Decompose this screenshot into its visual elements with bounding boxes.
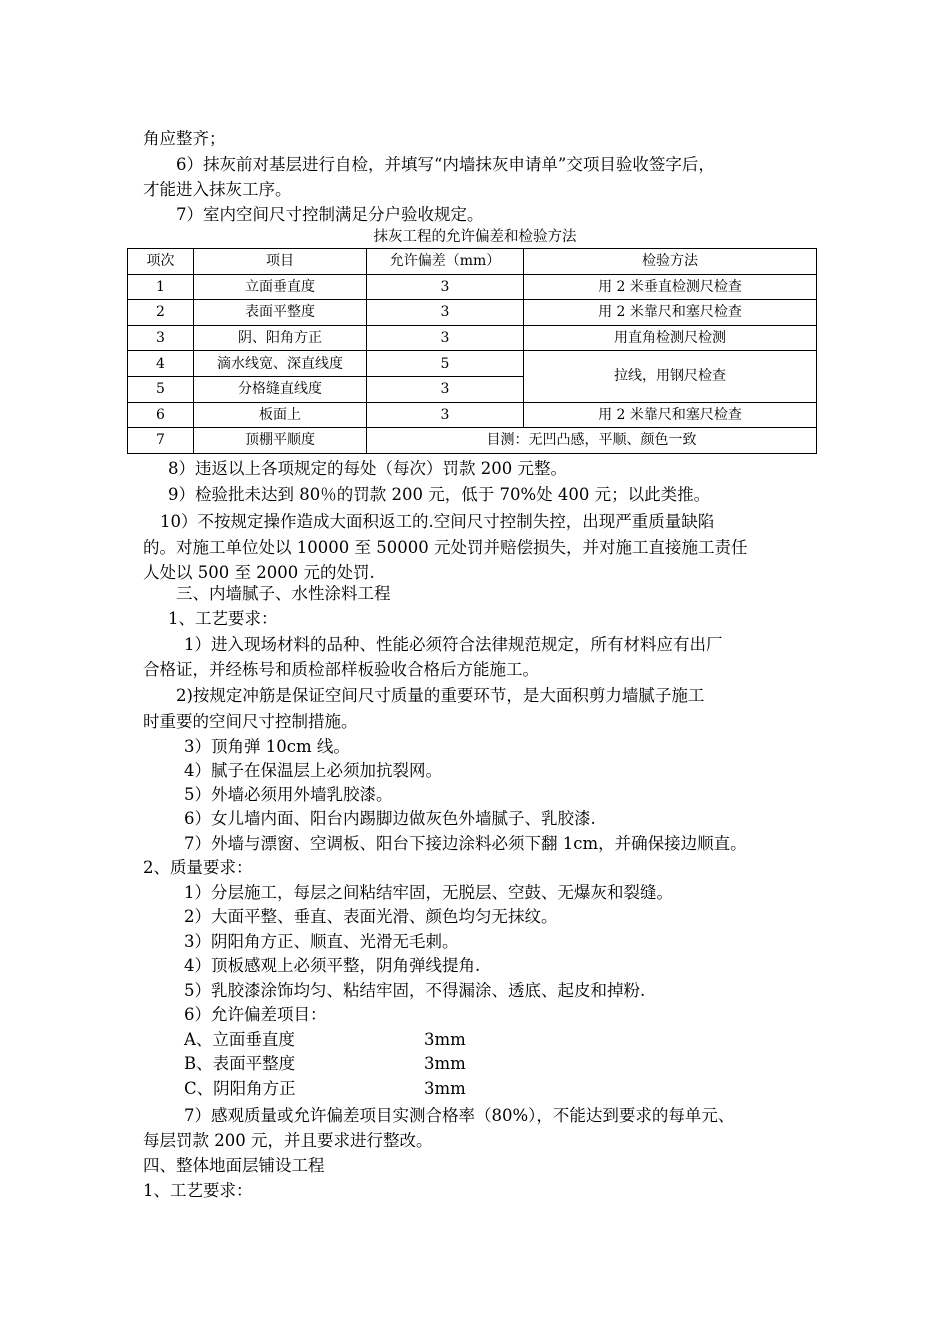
row-tolerance: 3 <box>367 300 524 326</box>
paragraph-line: 8）违返以上各项规定的每处（每次）罚款 200 元整。 <box>168 459 567 478</box>
row-no: 7 <box>128 428 194 454</box>
paragraph-line: 1）进入现场材料的品种、性能必须符合法律规范规定，所有材料应有出厂 <box>184 635 723 654</box>
row-no: 1 <box>128 274 194 300</box>
paragraph-line: 每层罚款 200 元，并且要求进行整改。 <box>143 1131 433 1150</box>
row-method: 用 2 米垂直检测尺检查 <box>524 274 817 300</box>
table-header-row <box>128 249 817 275</box>
header-cell: 允许偏差（mm） <box>367 249 524 275</box>
paragraph-line: 10）不按规定操作造成大面积返工的.空间尺寸控制失控，出现严重质量缺陷 <box>160 512 715 531</box>
paragraph-line: 3）顶角弹 10cm 线。 <box>184 737 350 756</box>
row-tolerance: 3 <box>367 325 524 351</box>
table-row <box>128 428 817 454</box>
paragraph-line: 才能进入抹灰工序。 <box>143 180 292 199</box>
paragraph-line: 时重要的空间尺寸控制措施。 <box>143 712 358 731</box>
row-method: 用 2 米靠尺和塞尺检查 <box>524 402 817 428</box>
table-row <box>128 325 817 351</box>
subsection-heading: 1、工艺要求： <box>143 1181 253 1200</box>
paragraph-line: 7）外墙与漂窗、空调板、阳台下接边涂料必须下翻 1cm，并确保接边顺直。 <box>184 834 747 853</box>
row-item: 分格缝直线度 <box>194 376 367 402</box>
paragraph-line: 1）分层施工，每层之间粘结牢固，无脱层、空鼓、无爆灰和裂缝。 <box>184 883 673 902</box>
paragraph-line: 4）腻子在保温层上必须加抗裂网。 <box>184 761 442 780</box>
paragraph-line: 7）室内空间尺寸控制满足分户验收规定。 <box>176 205 484 224</box>
paragraph-line: 9）检验批未达到 80％的罚款 200 元，低于 70%处 400 元；以此类推。 <box>168 485 711 504</box>
tolerance-value: 3mm <box>424 1054 466 1073</box>
paragraph-line: 5）外墙必须用外墙乳胶漆。 <box>184 785 393 804</box>
row-no: 4 <box>128 351 194 377</box>
table-row <box>128 351 817 377</box>
paragraph-line: 人处以 500 至 2000 元的处罚. <box>143 563 375 582</box>
paragraph-line: 3）阴阳角方正、顺直、光滑无毛刺。 <box>184 932 459 951</box>
row-item: 立面垂直度 <box>194 274 367 300</box>
paragraph-line: 6）女儿墙内面、阳台内踢脚边做灰色外墙腻子、乳胶漆. <box>184 809 596 828</box>
paragraph-line: 4）顶板感观上必须平整，阴角弹线提角. <box>184 956 481 975</box>
table-row <box>128 274 817 300</box>
row-tolerance: 3 <box>367 376 524 402</box>
table-caption: 抹灰工程的允许偏差和检验方法 <box>373 229 577 245</box>
row-method: 拉线，用钢尺检查 <box>524 351 817 402</box>
subsection-heading: 1、工艺要求： <box>168 609 278 628</box>
row-tolerance: 5 <box>367 351 524 377</box>
subsection-heading: 2、质量要求： <box>143 858 253 877</box>
row-method: 用 2 米靠尺和塞尺检查 <box>524 300 817 326</box>
row-item: 板面上 <box>194 402 367 428</box>
table-row <box>128 300 817 326</box>
paragraph-line: 7）感观质量或允许偏差项目实测合格率（80%），不能达到要求的每单元、 <box>184 1106 735 1125</box>
paragraph-line: 6）抹灰前对基层进行自检，并填写“内墙抹灰申请单”交项目验收签字后， <box>176 155 715 174</box>
paragraph-line: 角应整齐； <box>143 129 226 148</box>
section-heading: 三、内墙腻子、水性涂料工程 <box>176 584 391 603</box>
paragraph-line: 6）允许偏差项目： <box>184 1005 327 1024</box>
row-no: 2 <box>128 300 194 326</box>
header-cell: 检验方法 <box>524 249 817 275</box>
header-cell: 项目 <box>194 249 367 275</box>
table-row <box>128 402 817 428</box>
row-tolerance: 3 <box>367 274 524 300</box>
row-item: 顶棚平顺度 <box>194 428 367 454</box>
tolerance-value: 3mm <box>424 1030 466 1049</box>
row-tolerance: 目测：无凹凸感，平顺、颜色一致 <box>367 428 817 454</box>
row-no: 6 <box>128 402 194 428</box>
tolerance-label: B、表面平整度 <box>184 1054 296 1073</box>
tolerance-value: 3mm <box>424 1079 466 1098</box>
paragraph-line: 5）乳胶漆涂饰均匀、粘结牢固，不得漏涂、透底、起皮和掉粉. <box>184 981 646 1000</box>
header-cell: 项次 <box>128 249 194 275</box>
row-no: 3 <box>128 325 194 351</box>
row-no: 5 <box>128 376 194 402</box>
paragraph-line: 合格证，并经栋号和质检部样板验收合格后方能施工。 <box>143 660 539 679</box>
row-tolerance: 3 <box>367 402 524 428</box>
tolerance-label: C、阴阳角方正 <box>184 1079 296 1098</box>
row-item: 表面平整度 <box>194 300 367 326</box>
row-item: 滴水线宽、深直线度 <box>194 351 367 377</box>
paragraph-line: 2）大面平整、垂直、表面光滑、颜色均匀无抹纹。 <box>184 907 558 926</box>
paragraph-line: 的。对施工单位处以 10000 至 50000 元处罚并赔偿损失，并对施工直接施工责任 <box>143 538 748 557</box>
row-item: 阴、阳角方正 <box>194 325 367 351</box>
section-heading: 四、整体地面层铺设工程 <box>143 1156 325 1175</box>
tolerance-table <box>127 248 817 454</box>
row-method: 用直角检测尺检测 <box>524 325 817 351</box>
paragraph-line: 2)按规定冲筋是保证空间尺寸质量的重要环节，是大面积剪力墙腻子施工 <box>176 686 705 705</box>
tolerance-label: A、立面垂直度 <box>184 1030 295 1049</box>
